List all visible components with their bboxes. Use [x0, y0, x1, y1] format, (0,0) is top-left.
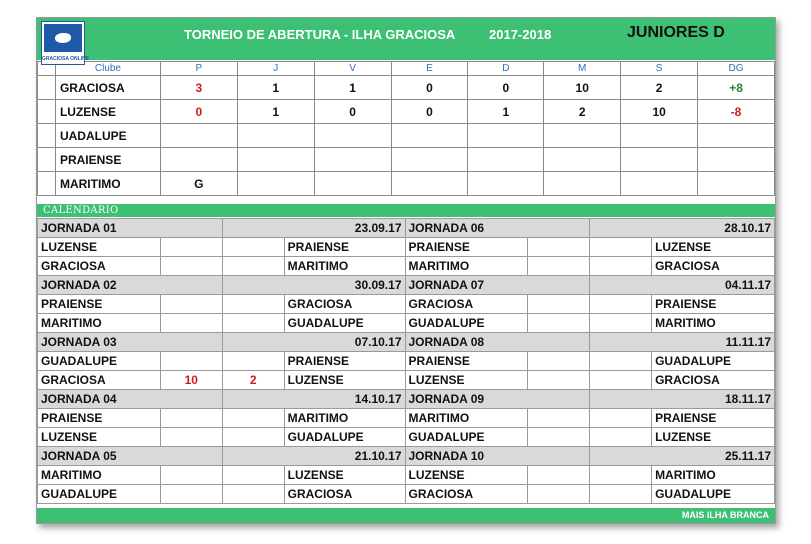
jornada-title: JORNADA 10 — [405, 447, 590, 466]
graciosa-online-logo — [41, 21, 90, 65]
home-team: PRAIENSE — [38, 409, 161, 428]
points-cell: 3 — [160, 76, 237, 100]
calendar-label: CALENDÁRIO — [37, 204, 775, 217]
island-icon — [55, 33, 71, 43]
standings-row — [38, 100, 775, 124]
home-score — [160, 428, 222, 447]
played-cell — [237, 124, 314, 148]
goals-scored-cell: 2 — [544, 100, 621, 124]
jornada-header-row — [38, 390, 775, 409]
club-name: GRACIOSA — [55, 76, 160, 100]
away-score — [590, 238, 652, 257]
away-score — [590, 409, 652, 428]
jornada-date: 28.10.17 — [590, 219, 775, 238]
home-score — [160, 257, 222, 276]
goal-difference-cell — [698, 148, 775, 172]
away-score — [590, 352, 652, 371]
drawn-cell — [391, 124, 468, 148]
home-score — [528, 238, 590, 257]
away-team: MARITIMO — [652, 314, 775, 333]
jornada-date: 11.11.17 — [590, 333, 775, 352]
away-score: 2 — [222, 371, 284, 390]
rank-cell — [38, 124, 56, 148]
tournament-title: TORNEIO DE ABERTURA - ILHA GRACIOSA — [184, 27, 456, 42]
club-name: UADALUPE — [55, 124, 160, 148]
away-score — [222, 352, 284, 371]
drawn-cell — [391, 172, 468, 196]
logo-caption: GRACIOSA ONLINE — [42, 56, 90, 62]
goals-scored-cell — [544, 124, 621, 148]
away-score — [222, 238, 284, 257]
home-score — [528, 352, 590, 371]
rank-cell — [38, 172, 56, 196]
logo-background — [44, 24, 82, 52]
away-team: PRAIENSE — [652, 295, 775, 314]
won-cell — [314, 148, 391, 172]
away-score — [222, 314, 284, 333]
match-row — [38, 257, 775, 276]
away-team: GRACIOSA — [652, 257, 775, 276]
away-team: GRACIOSA — [652, 371, 775, 390]
jornada-header-row — [38, 276, 775, 295]
won-cell: 0 — [314, 100, 391, 124]
home-score — [160, 466, 222, 485]
away-score — [590, 466, 652, 485]
away-score — [222, 257, 284, 276]
jornada-header-row — [38, 447, 775, 466]
home-team: PRAIENSE — [405, 352, 528, 371]
away-score — [222, 428, 284, 447]
col-header-goals-scored: M — [544, 62, 621, 76]
footer-bar: MAIS ILHA BRANCA — [37, 508, 775, 523]
home-score — [160, 238, 222, 257]
home-score — [528, 428, 590, 447]
jornada-date: 18.11.17 — [590, 390, 775, 409]
goals-scored-cell — [544, 172, 621, 196]
col-header-played: J — [237, 62, 314, 76]
points-cell: G — [160, 172, 237, 196]
home-team: GUADALUPE — [405, 428, 528, 447]
col-header-goal-difference: DG — [698, 62, 775, 76]
standings-row — [38, 172, 775, 196]
away-score — [222, 409, 284, 428]
played-cell: 1 — [237, 76, 314, 100]
home-team: GRACIOSA — [405, 295, 528, 314]
match-row — [38, 371, 775, 390]
away-team: MARITIMO — [652, 466, 775, 485]
jornada-title: JORNADA 06 — [405, 219, 590, 238]
played-cell: 1 — [237, 100, 314, 124]
jornada-date: 21.10.17 — [222, 447, 405, 466]
jornada-date: 25.11.17 — [590, 447, 775, 466]
jornada-title: JORNADA 04 — [38, 390, 223, 409]
away-score — [590, 485, 652, 504]
home-team: PRAIENSE — [38, 295, 161, 314]
goals-scored-cell: 10 — [544, 76, 621, 100]
won-cell — [314, 124, 391, 148]
played-cell — [237, 148, 314, 172]
home-team: PRAIENSE — [405, 238, 528, 257]
jornada-title: JORNADA 07 — [405, 276, 590, 295]
away-team: MARITIMO — [284, 257, 405, 276]
goals-conceded-cell: 10 — [621, 100, 698, 124]
away-team: LUZENSE — [284, 466, 405, 485]
jornada-date: 14.10.17 — [222, 390, 405, 409]
goal-difference-cell: -8 — [698, 100, 775, 124]
away-score — [590, 371, 652, 390]
won-cell — [314, 172, 391, 196]
col-header-club: Clube — [55, 62, 160, 76]
points-cell — [160, 148, 237, 172]
home-team: GRACIOSA — [38, 371, 161, 390]
standings-header-row — [38, 62, 775, 76]
home-team: GUADALUPE — [405, 314, 528, 333]
club-name: PRAIENSE — [55, 148, 160, 172]
category-label: JUNIORES D — [627, 24, 725, 41]
home-team: GUADALUPE — [38, 485, 161, 504]
home-score — [528, 371, 590, 390]
goals-conceded-cell — [621, 148, 698, 172]
jornada-title: JORNADA 03 — [38, 333, 223, 352]
home-score — [528, 466, 590, 485]
away-team: PRAIENSE — [284, 352, 405, 371]
match-row — [38, 352, 775, 371]
drawn-cell: 0 — [391, 76, 468, 100]
goal-difference-cell: +8 — [698, 76, 775, 100]
club-name: LUZENSE — [55, 100, 160, 124]
standings-row — [38, 124, 775, 148]
jornada-date: 04.11.17 — [590, 276, 775, 295]
home-team: GRACIOSA — [38, 257, 161, 276]
goal-difference-cell — [698, 124, 775, 148]
match-row — [38, 466, 775, 485]
drawn-cell: 0 — [391, 100, 468, 124]
away-team: PRAIENSE — [284, 238, 405, 257]
match-row — [38, 485, 775, 504]
away-score — [222, 295, 284, 314]
away-team: LUZENSE — [652, 428, 775, 447]
home-team: GUADALUPE — [38, 352, 161, 371]
jornada-date: 23.09.17 — [222, 219, 405, 238]
match-row — [38, 238, 775, 257]
standings-table — [37, 61, 775, 196]
jornada-title: JORNADA 02 — [38, 276, 223, 295]
home-score — [528, 314, 590, 333]
title-banner — [37, 18, 775, 60]
jornada-title: JORNADA 01 — [38, 219, 223, 238]
away-score — [590, 428, 652, 447]
away-team: PRAIENSE — [652, 409, 775, 428]
goals-conceded-cell — [621, 172, 698, 196]
played-cell — [237, 172, 314, 196]
away-score — [222, 466, 284, 485]
match-row — [38, 314, 775, 333]
away-team: MARITIMO — [284, 409, 405, 428]
home-score — [160, 295, 222, 314]
goals-scored-cell — [544, 148, 621, 172]
jornada-header-row — [38, 333, 775, 352]
jornada-title: JORNADA 09 — [405, 390, 590, 409]
home-score — [528, 485, 590, 504]
away-team: GUADALUPE — [652, 485, 775, 504]
points-cell — [160, 124, 237, 148]
match-row — [38, 409, 775, 428]
goals-conceded-cell — [621, 124, 698, 148]
season-label: 2017-2018 — [489, 27, 552, 42]
col-header-points: P — [160, 62, 237, 76]
goals-conceded-cell: 2 — [621, 76, 698, 100]
lost-cell — [468, 124, 544, 148]
rank-cell — [38, 100, 56, 124]
home-score — [528, 295, 590, 314]
away-score — [590, 257, 652, 276]
home-team: MARITIMO — [405, 257, 528, 276]
won-cell: 1 — [314, 76, 391, 100]
jornada-title: JORNADA 08 — [405, 333, 590, 352]
away-score — [590, 314, 652, 333]
home-score — [160, 314, 222, 333]
home-score: 10 — [160, 371, 222, 390]
away-team: GRACIOSA — [284, 295, 405, 314]
away-team: LUZENSE — [284, 371, 405, 390]
match-row — [38, 428, 775, 447]
club-name: MARITIMO — [55, 172, 160, 196]
away-team: GUADALUPE — [652, 352, 775, 371]
col-header-won: V — [314, 62, 391, 76]
tournament-sheet — [36, 17, 776, 524]
home-team: MARITIMO — [38, 314, 161, 333]
away-team: GRACIOSA — [284, 485, 405, 504]
home-team: GRACIOSA — [405, 485, 528, 504]
standings-row — [38, 148, 775, 172]
calendar-table — [37, 218, 775, 504]
away-team: GUADALUPE — [284, 314, 405, 333]
home-team: MARITIMO — [38, 466, 161, 485]
lost-cell — [468, 172, 544, 196]
home-team: LUZENSE — [38, 428, 161, 447]
col-header-goals-conceded: S — [621, 62, 698, 76]
col-header-lost: D — [468, 62, 544, 76]
rank-cell — [38, 148, 56, 172]
points-cell: 0 — [160, 100, 237, 124]
home-score — [528, 409, 590, 428]
away-score — [590, 295, 652, 314]
jornada-header-row — [38, 219, 775, 238]
rank-cell — [38, 76, 56, 100]
home-team: MARITIMO — [405, 409, 528, 428]
lost-cell: 0 — [468, 76, 544, 100]
match-row — [38, 295, 775, 314]
home-score — [528, 257, 590, 276]
goal-difference-cell — [698, 172, 775, 196]
away-score — [222, 485, 284, 504]
away-team: GUADALUPE — [284, 428, 405, 447]
lost-cell: 1 — [468, 100, 544, 124]
home-score — [160, 409, 222, 428]
drawn-cell — [391, 148, 468, 172]
jornada-title: JORNADA 05 — [38, 447, 223, 466]
home-team: LUZENSE — [405, 466, 528, 485]
home-score — [160, 352, 222, 371]
home-score — [160, 485, 222, 504]
lost-cell — [468, 148, 544, 172]
standings-row — [38, 76, 775, 100]
col-header-drawn: E — [391, 62, 468, 76]
home-team: LUZENSE — [405, 371, 528, 390]
home-team: LUZENSE — [38, 238, 161, 257]
jornada-date: 07.10.17 — [222, 333, 405, 352]
jornada-date: 30.09.17 — [222, 276, 405, 295]
away-team: LUZENSE — [652, 238, 775, 257]
